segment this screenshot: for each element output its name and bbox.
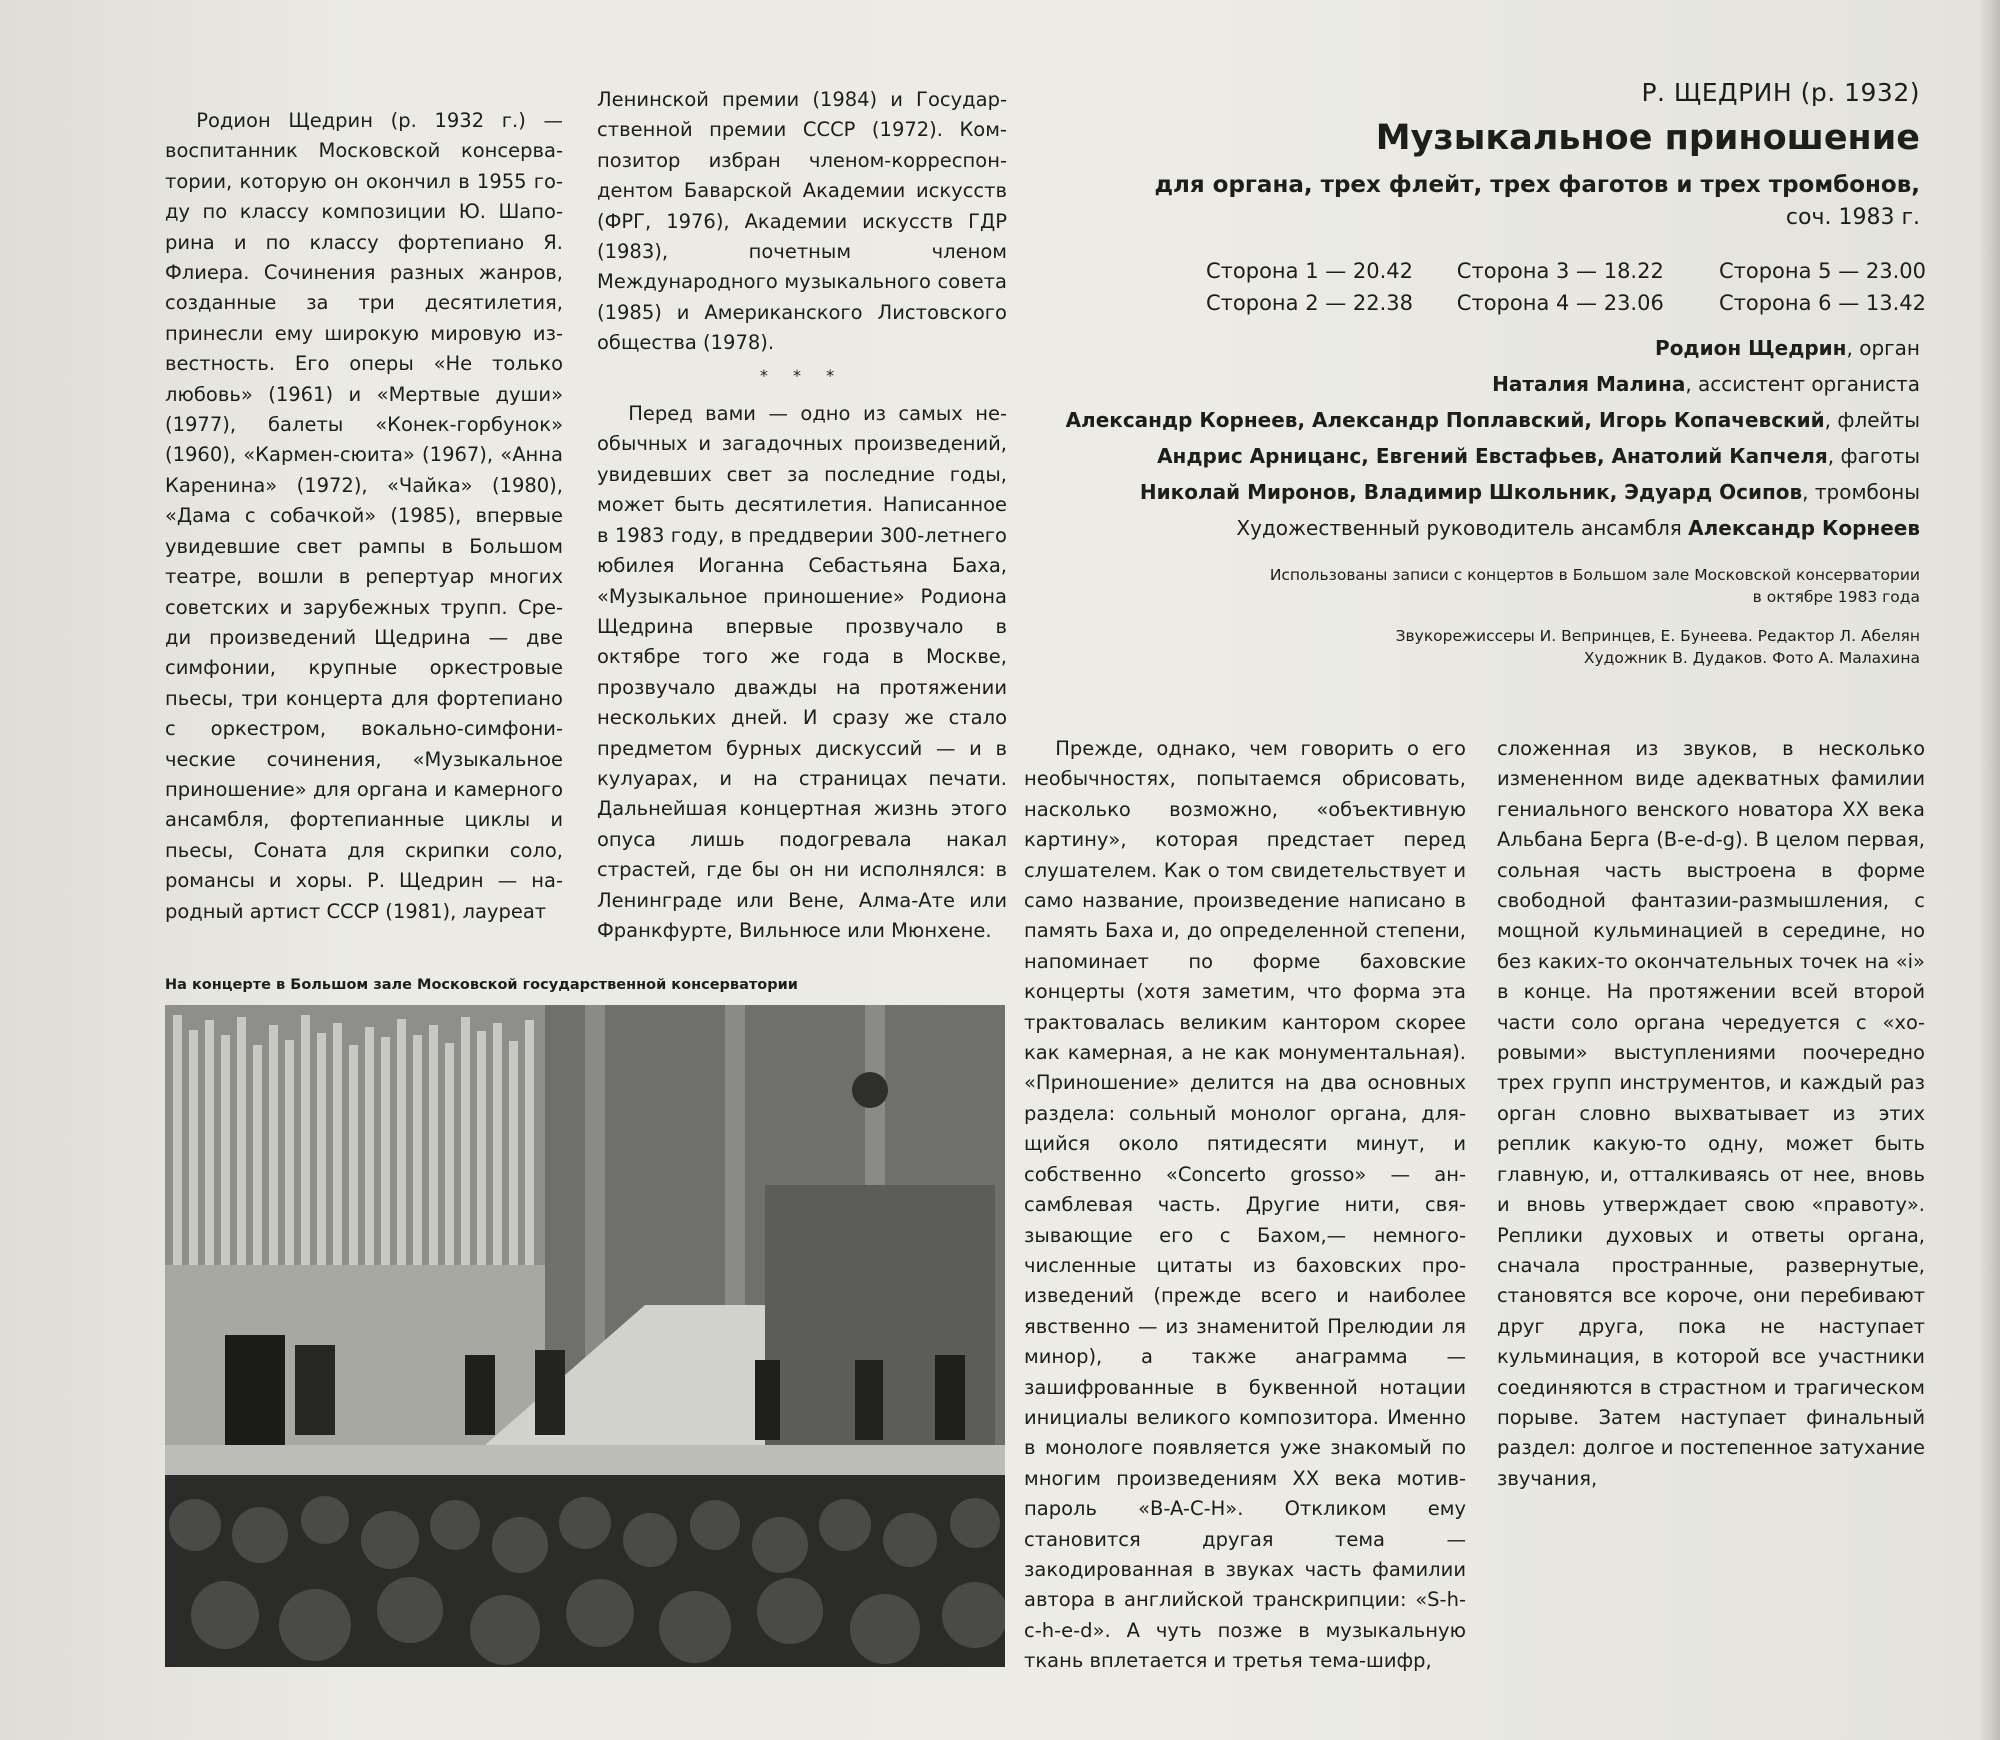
director-name: Александр Корнеев [1688,516,1920,540]
performers-list [1066,330,1920,546]
text-column-1 [165,106,563,927]
opus-line: соч. 1983 г. [1785,205,1920,230]
performer-role: , ассистент органиста [1685,372,1920,396]
performer-role: , орган [1846,336,1920,360]
performer-names: Николай Миронов, Владимир Школьник, Эдуард Осипов [1139,480,1803,504]
photo-caption: На концерте в Большом зале Московской государственной консерватории [165,977,798,993]
sides-row [1206,255,1926,287]
performer-line [1066,474,1920,510]
composer-heading: Р. ЩЕДРИН (р. 1932) [1641,78,1920,107]
side-duration: Сторона 3 — 18.22 [1456,259,1664,283]
intro-paragraph: Перед вами — одно из самых необычных и загадочных произведений, увидевших свет за последние годы, может быть десятилетия. Написанное в 1983 году, в преддверии 300-летнего юбилея Иоганна Себастьяна Баха, «Музыкальное приношение» Родиона Щедрина впервые прозвучало в октябре того же года в Москве, прозвучало дважды на протяжении нескольких дней. И сразу же стало предметом бурных дискуссий — и в кулуарах, и на страницах печати. Дальнейшая концертная жизнь этого опуса лишь подогревала накал страстей, где бы он ни исполнялся: в Ленинграде или Вене, Алма-Ате или Франкфурте, Вильнюсе или Мюнхене. [597,402,1007,942]
concert-photo-illustration [165,1005,1005,1667]
performer-line [1066,438,1920,474]
section-separator: * * * [759,365,845,385]
analysis-paragraph: Прежде, однако, чем говорить о его необычностях, попытаемся обрисовать, насколько возможно, «объективную картину», которая предстает перед слушателем. Как о том свидетельствует и само название, произведение написано в память Баха и, до определенной степени, напоминает по форме баховские концерты (хотя заметим, что форма эта трактовалась великим кантором скорее как камерная, а не как монументальная). «Приношение» делится на два основных раздела: сольный монолог органа, длящийся около пятидесяти минут, и собственно «Concerto grosso» — ансамблевая часть. Другие нити, связывающие его с Бахом,— немногочисленные цитаты из баховских произведений (прежде всего и наиболее явственно — из знаменитой Прелюдии ля минор), а также анаграмма — зашифрованные в буквенной нотации инициалы великого композитора. Именно в монологе появляется уже знакомый по многим произведениям XX века мотив-пароль «B-A-C-H». Откликом ему становится другая тема — закодированная в звуках часть фамилии автора в английской транскрипции: «S-h-c-h-e-d». А чуть позже в музыкальную ткань вплетается и третья тема-шифр, [1024,737,1466,1673]
side-duration: Сторона 2 — 22.38 [1206,291,1414,315]
side-duration: Сторона 4 — 23.06 [1456,291,1664,315]
performer-names: Наталия Малина [1492,372,1686,396]
recording-note-line: в октябре 1983 года [1752,588,1920,606]
performer-line [1066,402,1920,438]
biography-paragraph: Родион Щедрин (р. 1932 г.) — воспитанник Московской консерватории, которую он окончил в 1955 году по классу композиции Ю. Шапорина и по классу фортепиано Я. Флиера. Сочинения разных жанров, созданные за три десятилетия, принесли ему широкую мировую известность. Его оперы «Не только любовь» (1961) и «Мертвые души» (1977), балеты «Конек-горбунок» (1960), «Кармен-сюита» (1967), «Анна Каренина» (1972), «Чайка» (1980), «Дама с собачкой» (1985), впервые увидевшие свет рампы в Большом театре, вошли в репертуар многих советских и зарубежных трупп. Среди произведений Щедрина — две симфонии, крупные оркестровые пьесы, три концерта для фортепиано с оркестром, вокально-симфонические сочинения, «Музыкальное приношение» для органа и камерного ансамбля, фортепианные циклы и пьесы, Соната для скрипки соло, романсы и хоры. Р. Щедрин — народный артист СССР (1981), лауреат [165,109,563,923]
page-edge-shadow [1978,0,2000,1740]
performer-names: Александр Корнеев, Александр Поплавский, Игорь Копачевский [1065,408,1825,432]
side-duration: Сторона 6 — 13.42 [1718,291,1926,315]
production-credits [1396,625,1920,669]
concert-hall-photo [165,1005,1005,1667]
credits-line: Звукорежиссеры И. Вепринцев, Е. Бунеева. Редактор Л. Абелян [1395,627,1920,645]
work-title: Музыкальное приношение [1375,118,1920,158]
recording-note [1270,564,1920,608]
performer-names: Родион Щедрин [1655,336,1847,360]
side-duration: Сторона 1 — 20.42 [1206,259,1414,283]
performer-names: Андрис Арницанс, Евгений Евстафьев, Анатолий Капчеля [1157,444,1828,468]
credits-line: Художник В. Дудаков. Фото А. Малахина [1583,649,1920,667]
text-column-2 [597,85,1007,946]
recording-note-line: Использованы записи с концертов в Большом зале Московской консерватории [1269,566,1920,584]
side-duration: Сторона 5 — 23.00 [1718,259,1926,283]
performer-line [1066,366,1920,402]
director-label: Художественный руководитель ансамбля [1236,516,1689,540]
performer-line [1066,330,1920,366]
performer-role: , фаготы [1827,444,1920,468]
sides-row [1206,287,1926,319]
biography-paragraph-continued: Ленинской премии (1984) и Государственной премии СССР (1972). Композитор избран членом-корреспондентом Баварской Академии искусств (ФРГ, 1976), Академии искусств ГДР (1983), почетным членом Международного музыкального совета (1985) и Американского Листовского общества (1978). [597,88,1007,355]
performer-role: , флейты [1824,408,1920,432]
performer-role: , тромбоны [1802,480,1920,504]
analysis-paragraph-continued: сложенная из звуков, в несколько измененном виде адекватных фамилии гениального венского новатора XX века Альбана Берга (B-e-d-g). В целом первая, сольная часть выстроена в форме свободной фантазии-размышления, с мощной кульминацией в середине, но без каких-то окончательных точек на «i» в конце. На протяжении всей второй части соло органа чередуется с «хоровыми» выступлениями поочередно трех групп инструментов, и каждый раз орган словно выхватывает из этих реплик какую-то одну, может быть главную, и, отталкиваясь от нее, вновь и вновь утверждает свою «правоту». Реплики духовых и ответы органа, сначала пространные, развернутые, становятся все короче, они перебивают друг друга, пока не наступает кульминация, в которой все участники соединяются в страстном и трагическом порыве. Затем наступает финальный раздел: долгое и постепенное затухание звучания, [1497,737,1925,1490]
instrumentation-line: для органа, трех флейт, трех фаготов и трех тромбонов, [1154,172,1920,198]
side-durations [1206,255,1926,319]
text-column-3 [1024,734,1466,1677]
director-line [1066,510,1920,546]
text-column-4 [1497,734,1925,1494]
